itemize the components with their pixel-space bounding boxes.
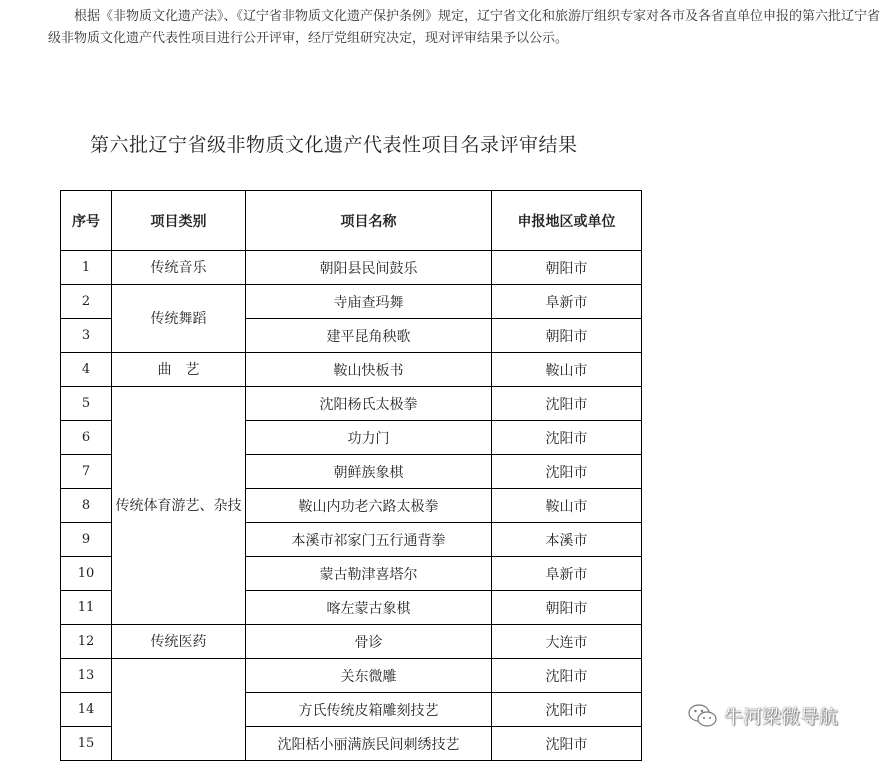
row-region: 朝阳市 — [492, 251, 642, 285]
header-region: 申报地区或单位 — [492, 191, 642, 251]
row-region: 朝阳市 — [492, 591, 642, 625]
row-region: 朝阳市 — [492, 319, 642, 353]
row-region: 大连市 — [492, 625, 642, 659]
row-number: 11 — [61, 591, 112, 625]
row-project-name: 功力门 — [246, 421, 492, 455]
row-category: 传统医药 — [112, 625, 246, 659]
watermark-text: 牛河梁微导航 — [724, 706, 839, 728]
row-category: 传统体育游艺、杂技 — [112, 387, 246, 625]
wechat-icon — [688, 703, 718, 729]
row-number: 6 — [61, 421, 112, 455]
table-row — [61, 659, 642, 693]
row-region: 本溪市 — [492, 523, 642, 557]
row-number: 8 — [61, 489, 112, 523]
row-project-name: 蒙古勒津喜塔尔 — [246, 557, 492, 591]
row-number: 5 — [61, 387, 112, 421]
row-project-name: 鞍山快板书 — [246, 353, 492, 387]
row-category: 曲 艺 — [112, 353, 246, 387]
row-number: 13 — [61, 659, 112, 693]
row-number: 10 — [61, 557, 112, 591]
row-region: 沈阳市 — [492, 455, 642, 489]
row-number: 1 — [61, 251, 112, 285]
header-category: 项目类别 — [112, 191, 246, 251]
row-number: 7 — [61, 455, 112, 489]
row-project-name: 沈阳栝小丽满族民间刺绣技艺 — [246, 727, 492, 761]
row-region: 鞍山市 — [492, 489, 642, 523]
row-number: 14 — [61, 693, 112, 727]
row-region: 沈阳市 — [492, 387, 642, 421]
row-project-name: 鞍山内功老六路太极拳 — [246, 489, 492, 523]
row-category: 传统音乐 — [112, 251, 246, 285]
row-region: 阜新市 — [492, 557, 642, 591]
table-row — [61, 251, 642, 285]
table-header-row — [61, 191, 642, 251]
row-category — [112, 659, 246, 761]
row-project-name: 方氏传统皮箱雕刻技艺 — [246, 693, 492, 727]
row-number: 3 — [61, 319, 112, 353]
row-project-name: 朝阳县民间鼓乐 — [246, 251, 492, 285]
row-number: 15 — [61, 727, 112, 761]
row-number: 2 — [61, 285, 112, 319]
row-region: 阜新市 — [492, 285, 642, 319]
row-project-name: 建平昆角秧歌 — [246, 319, 492, 353]
row-project-name: 关东微雕 — [246, 659, 492, 693]
table-row — [61, 353, 642, 387]
row-project-name: 朝鲜族象棋 — [246, 455, 492, 489]
row-project-name: 喀左蒙古象棋 — [246, 591, 492, 625]
row-project-name: 沈阳杨氏太极拳 — [246, 387, 492, 421]
row-region: 沈阳市 — [492, 693, 642, 727]
row-project-name: 骨诊 — [246, 625, 492, 659]
row-number: 12 — [61, 625, 112, 659]
results-table — [60, 190, 642, 761]
row-region: 沈阳市 — [492, 421, 642, 455]
row-region: 沈阳市 — [492, 727, 642, 761]
intro-paragraph: 根据《非物质文化遗产法》、《辽宁省非物质文化遗产保护条例》规定，辽宁省文化和旅游厅组织专家对各市及各省直单位申报的第六批辽宁省级非物质文化遗产代表性项目进行公开评审，经厅党组研究决定，现对评审结果予以公示。 — [48, 9, 881, 46]
row-region: 沈阳市 — [492, 659, 642, 693]
row-number: 4 — [61, 353, 112, 387]
row-category: 传统舞蹈 — [112, 285, 246, 353]
row-region: 鞍山市 — [492, 353, 642, 387]
row-project-name: 本溪市祁家门五行通背拳 — [246, 523, 492, 557]
document-title: 第六批辽宁省级非物质文化遗产代表性项目名录评审结果 — [90, 134, 578, 156]
table-row — [61, 387, 642, 421]
row-project-name: 寺庙查玛舞 — [246, 285, 492, 319]
watermark — [688, 702, 838, 729]
table-row — [61, 285, 642, 319]
row-number: 9 — [61, 523, 112, 557]
header-number: 序号 — [61, 191, 112, 251]
header-project-name: 项目名称 — [246, 191, 492, 251]
table-row — [61, 625, 642, 659]
